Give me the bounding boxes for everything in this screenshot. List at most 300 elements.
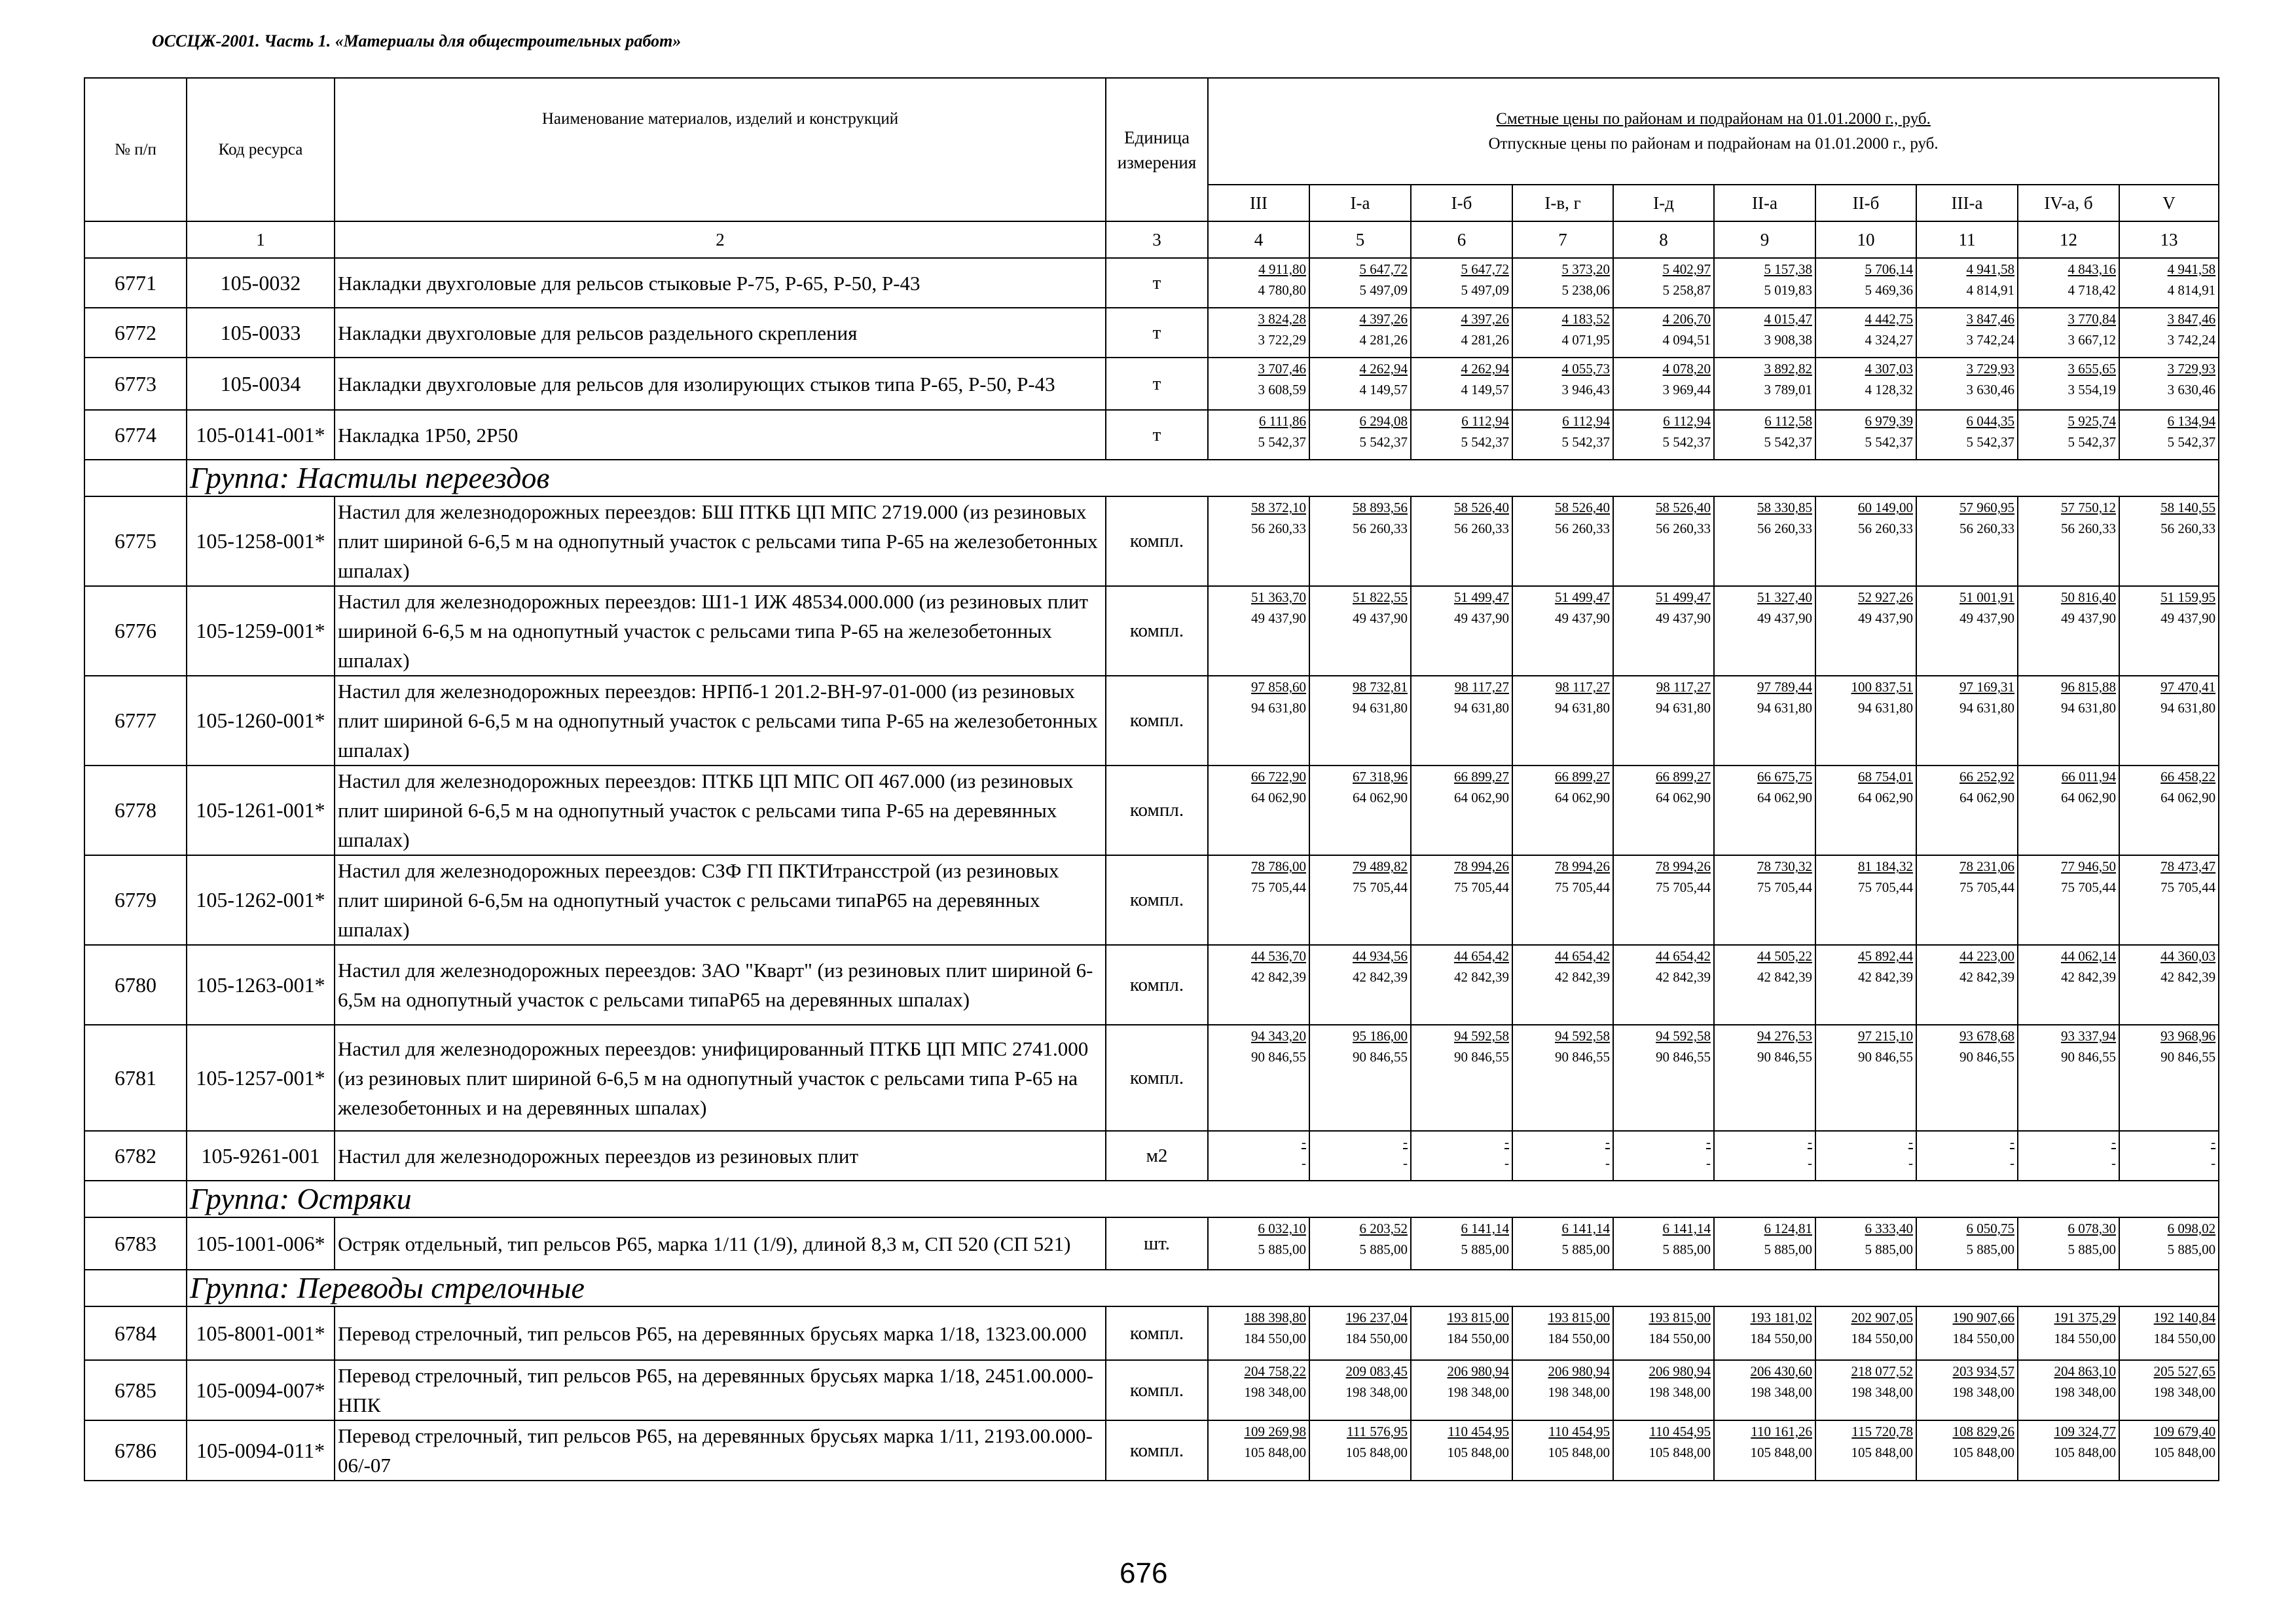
price-cell [2119,358,2219,410]
price-cell [1613,308,1714,358]
estimated-price: 6 112,58 [1764,413,1812,429]
estimated-price: - [2211,1134,2216,1150]
wholesale-price: 198 348,00 [1952,1384,2014,1400]
wholesale-price: 64 062,90 [1656,790,1711,805]
unit: компл. [1106,586,1208,676]
wholesale-price: 3 554,19 [2068,382,2116,397]
price-cell [1512,1025,1613,1131]
price-cell [1512,496,1613,586]
estimated-price: 4 843,16 [2068,261,2116,277]
wholesale-price: 64 062,90 [1959,790,2014,805]
estimated-price: 97 470,41 [2160,679,2216,695]
price-cell [1916,358,2018,410]
price-cell [1411,1025,1512,1131]
estimated-price: - [1302,1134,1306,1150]
estimated-price: 4 078,20 [1662,361,1711,377]
wholesale-price: 184 550,00 [1548,1331,1610,1346]
price-cell [1916,1306,2018,1360]
estimated-price: 4 911,80 [1258,261,1306,277]
price-cell [1411,1306,1512,1360]
price-cell [1512,1217,1613,1270]
wholesale-price: 4 094,51 [1662,332,1711,348]
estimated-price: 66 675,75 [1757,769,1812,784]
wholesale-price: 5 542,37 [1258,434,1306,450]
estimated-price: 5 373,20 [1561,261,1610,277]
price-cell [1411,496,1512,586]
wholesale-price: 42 842,39 [1757,969,1812,985]
price-cell [1916,766,2018,855]
price-cell [1714,1025,1815,1131]
price-cell [2018,410,2119,460]
estimated-price: 52 927,26 [1858,589,1913,605]
wholesale-price: 184 550,00 [1952,1331,2014,1346]
estimated-price: 204 863,10 [2054,1363,2116,1379]
wholesale-price: 90 846,55 [2061,1049,2116,1065]
estimated-price: 6 112,94 [1663,413,1711,429]
estimated-price: 66 252,92 [1959,769,2014,784]
estimated-price: 78 730,32 [1757,858,1812,874]
price-cell [1815,586,1916,676]
estimated-price: 6 112,94 [1461,413,1509,429]
price-cell [1916,410,2018,460]
price-cell [2119,1360,2219,1420]
price-cell [1411,308,1512,358]
price-cell [1309,945,1411,1025]
unit: компл. [1106,855,1208,945]
price-cell [1411,766,1512,855]
price-cell [2018,945,2119,1025]
material-name: Настил для железнодорожных переездов: ПТКБ ЦП МПС ОП 467.000 (из резиновых плит шириной 6-6,5 м на однопутный участок с рельсами типа Р-65 на деревянных шпалах) [335,766,1106,855]
wholesale-price: 184 550,00 [1447,1331,1509,1346]
estimated-price: 206 980,94 [1649,1363,1711,1379]
estimated-price: 6 134,94 [2167,413,2216,429]
price-cell [1714,308,1815,358]
wholesale-price: 4 814,91 [1966,282,2014,298]
wholesale-price: 75 705,44 [1555,879,1610,895]
wholesale-price: 105 848,00 [2153,1445,2216,1460]
estimated-price: 6 078,30 [2068,1221,2116,1236]
wholesale-price: 75 705,44 [2061,879,2116,895]
estimated-price: 205 527,65 [2153,1363,2216,1379]
price-cell [1309,1420,1411,1481]
estimated-price: - [1605,1134,1610,1150]
estimated-price: - [2010,1134,2014,1150]
price-cell [1613,258,1714,308]
column-index: 3 [1106,221,1208,258]
estimated-price: 58 526,40 [1454,500,1509,515]
price-cell [2018,496,2119,586]
price-cell [1815,258,1916,308]
estimated-price: 193 815,00 [1548,1310,1610,1325]
estimated-price: 51 822,55 [1353,589,1408,605]
wholesale-price: - [1706,1155,1711,1171]
column-index: 8 [1613,221,1714,258]
estimated-price: 44 505,22 [1757,948,1812,964]
price-cell [1512,945,1613,1025]
col-name-label: Наименование материалов, изделий и конструкций [541,110,899,128]
column-index: 2 [335,221,1106,258]
wholesale-price: 49 437,90 [1858,610,1913,626]
estimated-price: 6 141,14 [1662,1221,1711,1236]
wholesale-price: 64 062,90 [1858,790,1913,805]
unit: компл. [1106,496,1208,586]
estimated-price: 44 223,00 [1959,948,2014,964]
row-number: 6775 [84,496,187,586]
price-cell [1916,1131,2018,1181]
estimated-price: 218 077,52 [1851,1363,1913,1379]
prices-header-line2: Отпускные цены по районам и подрайонам на 01.01.2000 г., руб. [1488,134,1939,153]
document-header: ОССЦЖ-2001. Часть 1. «Материалы для общестроительных работ» [152,31,682,50]
estimated-price: 6 333,40 [1865,1221,1913,1236]
wholesale-price: 75 705,44 [2160,879,2216,895]
price-cell [1815,766,1916,855]
estimated-price: 206 980,94 [1548,1363,1610,1379]
material-name: Настил для железнодорожных переездов: СЗФ ГП ПКТИтрансстрой (из резиновых плит шириной 6-6,5м на однопутный участок с рельсами типаР65 на деревянных шпалах) [335,855,1106,945]
wholesale-price: 105 848,00 [1649,1445,1711,1460]
estimated-price: 5 402,97 [1662,261,1711,277]
price-cell [1714,1131,1815,1181]
estimated-price: 202 907,05 [1851,1310,1913,1325]
price-cell [2018,1360,2119,1420]
price-cell [1916,1217,2018,1270]
estimated-price: 98 117,27 [1656,679,1711,695]
price-cell [1512,1360,1613,1420]
table-row [84,1217,2219,1270]
price-cell [1815,1131,1916,1181]
price-cell [1714,766,1815,855]
region-header: I-а [1309,185,1411,221]
estimated-price: 94 592,58 [1656,1028,1711,1044]
column-index: 10 [1815,221,1916,258]
row-number: 6771 [84,258,187,308]
price-cell [1613,855,1714,945]
row-number: 6776 [84,586,187,676]
wholesale-price: 56 260,33 [1353,521,1408,536]
estimated-price: 78 786,00 [1251,858,1306,874]
price-cell [2119,855,2219,945]
estimated-price: 58 893,56 [1353,500,1408,515]
estimated-price: 110 161,26 [1751,1424,1812,1439]
estimated-price: 66 899,27 [1656,769,1711,784]
wholesale-price: 75 705,44 [1454,879,1509,895]
col-code-header: Код ресурса [187,78,335,221]
estimated-price: 4 183,52 [1561,311,1610,327]
wholesale-price: 5 885,00 [1966,1242,2014,1257]
wholesale-price: 94 631,80 [1959,700,2014,716]
wholesale-price: 94 631,80 [1656,700,1711,716]
unit: компл. [1106,945,1208,1025]
wholesale-price: 90 846,55 [2160,1049,2216,1065]
estimated-price: 6 098,02 [2167,1221,2216,1236]
estimated-price: 108 829,26 [1952,1424,2014,1439]
price-cell [1309,1131,1411,1181]
price-cell [1613,1131,1714,1181]
price-cell [1613,496,1714,586]
estimated-price: 4 941,58 [2167,261,2216,277]
estimated-price: 79 489,82 [1353,858,1408,874]
wholesale-price: 5 497,09 [1359,282,1408,298]
wholesale-price: - [1908,1155,1913,1171]
row-number: 6779 [84,855,187,945]
wholesale-price: 184 550,00 [1750,1331,1812,1346]
estimated-price: 93 968,96 [2160,1028,2216,1044]
wholesale-price: 198 348,00 [2054,1384,2116,1400]
wholesale-price: 105 848,00 [1952,1445,2014,1460]
price-cell [1613,1306,1714,1360]
wholesale-price: 5 469,36 [1865,282,1913,298]
table-row [84,1360,2219,1420]
estimated-price: - [2111,1134,2116,1150]
price-cell [1714,1360,1815,1420]
wholesale-price: 56 260,33 [1251,521,1306,536]
estimated-price: 115 720,78 [1851,1424,1913,1439]
row-number: 6773 [84,358,187,410]
region-header: III [1208,185,1309,221]
wholesale-price: 105 848,00 [1750,1445,1812,1460]
estimated-price: 60 149,00 [1858,500,1913,515]
table-row [84,1306,2219,1360]
estimated-price: 51 499,47 [1555,589,1610,605]
estimated-price: 96 815,88 [2061,679,2116,695]
wholesale-price: 5 885,00 [1561,1242,1610,1257]
column-index: 12 [2018,221,2119,258]
price-cell [1815,676,1916,766]
wholesale-price: 56 260,33 [1959,521,2014,536]
price-cell [2018,1131,2119,1181]
price-cell [1714,410,1815,460]
table-row [84,766,2219,855]
price-cell [1916,855,2018,945]
price-cell [1613,1025,1714,1131]
estimated-price: 98 732,81 [1353,679,1408,695]
page-number: 676 [1120,1557,1168,1589]
price-cell [1309,855,1411,945]
estimated-price: 193 181,02 [1750,1310,1812,1325]
price-cell [1411,586,1512,676]
material-name: Настил для железнодорожных переездов: Ш1-1 ИЖ 48534.000.000 (из резиновых плит шириной 6-6,5 м на однопутный участок с рельсами типа Р-65 на железобетонных шпалах) [335,586,1106,676]
estimated-price: 3 729,93 [2167,361,2216,377]
estimated-price: 66 458,22 [2160,769,2216,784]
estimated-price: 6 050,75 [1966,1221,2014,1236]
price-cell [2018,1420,2119,1481]
price-cell [1613,358,1714,410]
estimated-price: 97 169,31 [1959,679,2014,695]
estimated-price: 6 032,10 [1258,1221,1306,1236]
wholesale-price: 94 631,80 [1454,700,1509,716]
wholesale-price: 4 281,26 [1461,332,1509,348]
estimated-price: 66 011,94 [2061,769,2116,784]
estimated-price: 3 770,84 [2068,311,2116,327]
wholesale-price: 49 437,90 [1353,610,1408,626]
wholesale-price: 3 630,46 [2167,382,2216,397]
price-cell [2018,586,2119,676]
wholesale-price: - [2010,1155,2014,1171]
wholesale-price: 42 842,39 [1251,969,1306,985]
resource-code: 105-0032 [187,258,335,308]
wholesale-price: 5 019,83 [1764,282,1812,298]
resource-code: 105-0033 [187,308,335,358]
price-cell [1714,945,1815,1025]
price-cell [1815,1306,1916,1360]
price-cell [1815,410,1916,460]
wholesale-price: 90 846,55 [1454,1049,1509,1065]
price-cell [1208,1306,1309,1360]
estimated-price: 109 324,77 [2054,1424,2116,1439]
wholesale-price: 4 128,32 [1865,382,1913,397]
table-row [84,308,2219,358]
group-row-spacer [84,460,187,496]
column-index: 5 [1309,221,1411,258]
estimated-price: 192 140,84 [2153,1310,2216,1325]
estimated-price: 51 159,95 [2160,589,2216,605]
wholesale-price: 5 238,06 [1561,282,1610,298]
wholesale-price: 184 550,00 [1345,1331,1408,1346]
wholesale-price: 56 260,33 [1858,521,1913,536]
wholesale-price: 5 885,00 [1764,1242,1812,1257]
wholesale-price: - [1302,1155,1306,1171]
resource-code: 105-1259-001* [187,586,335,676]
price-cell [2119,410,2219,460]
price-cell [1309,586,1411,676]
wholesale-price: 49 437,90 [2061,610,2116,626]
resource-code: 105-0141-001* [187,410,335,460]
estimated-price: 3 847,46 [1966,311,2014,327]
estimated-price: 97 215,10 [1858,1028,1913,1044]
group-row [84,1270,2219,1306]
price-cell [1714,1420,1815,1481]
price-cell [2119,676,2219,766]
price-cell [2018,258,2119,308]
price-cell [2119,496,2219,586]
wholesale-price: 3 789,01 [1764,382,1812,397]
row-number: 6772 [84,308,187,358]
price-cell [1512,258,1613,308]
wholesale-price: 90 846,55 [1656,1049,1711,1065]
wholesale-price: 5 885,00 [1662,1242,1711,1257]
wholesale-price: 49 437,90 [1454,610,1509,626]
price-cell [1613,410,1714,460]
material-name: Накладка 1Р50, 2Р50 [335,410,1106,460]
wholesale-price: 94 631,80 [2160,700,2216,716]
wholesale-price: 5 542,37 [1966,434,2014,450]
price-cell [1309,766,1411,855]
price-cell [1512,410,1613,460]
wholesale-price: 90 846,55 [1757,1049,1812,1065]
wholesale-price: 90 846,55 [1858,1049,1913,1065]
wholesale-price: 3 742,24 [1966,332,2014,348]
estimated-price: 45 892,44 [1858,948,1913,964]
estimated-price: 57 960,95 [1959,500,2014,515]
material-name: Перевод стрелочный, тип рельсов Р65, на деревянных брусьях марка 1/11, 2193.00.000-06/-07 [335,1420,1106,1481]
wholesale-price: 42 842,39 [1555,969,1610,985]
estimated-price: 66 722,90 [1251,769,1306,784]
price-cell [1714,258,1815,308]
price-cell [1512,676,1613,766]
wholesale-price: 56 260,33 [1555,521,1610,536]
wholesale-price: 42 842,39 [2061,969,2116,985]
price-cell [2018,766,2119,855]
estimated-price: 78 994,26 [1454,858,1509,874]
wholesale-price: 5 885,00 [2068,1242,2116,1257]
price-cell [1512,308,1613,358]
unit: компл. [1106,1306,1208,1360]
estimated-price: 78 231,06 [1959,858,2014,874]
price-cell [1916,258,2018,308]
resource-code: 105-1263-001* [187,945,335,1025]
price-cell [1309,496,1411,586]
wholesale-price: 105 848,00 [1447,1445,1509,1460]
price-cell [1916,1025,2018,1131]
estimated-price: 109 269,98 [1244,1424,1306,1439]
wholesale-price: 5 258,87 [1662,282,1711,298]
resource-code: 105-0034 [187,358,335,410]
estimated-price: 58 526,40 [1555,500,1610,515]
estimated-price: 4 397,26 [1461,311,1509,327]
estimated-price: - [1504,1134,1509,1150]
estimated-price: - [1403,1134,1408,1150]
price-cell [1613,766,1714,855]
price-cell [1916,1420,2018,1481]
price-cell [1309,258,1411,308]
price-cell [1815,308,1916,358]
wholesale-price: 4 149,57 [1359,382,1408,397]
price-cell [1309,1306,1411,1360]
wholesale-price: 5 885,00 [1258,1242,1306,1257]
price-cell [1208,410,1309,460]
price-cell [1815,945,1916,1025]
wholesale-price: 94 631,80 [1251,700,1306,716]
price-cell [1309,1360,1411,1420]
material-name: Накладки двухголовые для рельсов раздельного скрепления [335,308,1106,358]
col-unit-header: Единица измерения [1106,78,1208,221]
wholesale-price: 3 908,38 [1764,332,1812,348]
estimated-price: 110 454,95 [1448,1424,1509,1439]
col-num-header: № п/п [84,78,187,221]
estimated-price: - [1706,1134,1711,1150]
wholesale-price: 3 630,46 [1966,382,2014,397]
wholesale-price: 64 062,90 [1454,790,1509,805]
wholesale-price: 94 631,80 [1858,700,1913,716]
wholesale-price: 49 437,90 [1555,610,1610,626]
estimated-price: 58 330,85 [1757,500,1812,515]
wholesale-price: 64 062,90 [2160,790,2216,805]
price-cell [2018,676,2119,766]
material-name: Настил для железнодорожных переездов: ЗАО "Кварт" (из резиновых плит шириной 6-6,5м на однопутный участок с рельсами типаР65 на деревянных шпалах) [335,945,1106,1025]
unit: компл. [1106,766,1208,855]
estimated-price: 44 654,42 [1656,948,1711,964]
estimated-price: 6 111,86 [1259,413,1306,429]
wholesale-price: 56 260,33 [1757,521,1812,536]
region-header: III-а [1916,185,2018,221]
price-cell [1208,1025,1309,1131]
price-cell [1208,1217,1309,1270]
estimated-price: 6 112,94 [1562,413,1610,429]
column-index: 1 [187,221,335,258]
wholesale-price: 105 848,00 [1345,1445,1408,1460]
estimated-price: 4 307,03 [1865,361,1913,377]
wholesale-price: 94 631,80 [1555,700,1610,716]
estimated-price: 94 276,53 [1757,1028,1812,1044]
row-number: 6778 [84,766,187,855]
wholesale-price: 5 542,37 [1561,434,1610,450]
wholesale-price: 75 705,44 [1353,879,1408,895]
estimated-price: 44 654,42 [1555,948,1610,964]
wholesale-price: 184 550,00 [1244,1331,1306,1346]
price-cell [2018,1217,2119,1270]
estimated-price: 51 499,47 [1656,589,1711,605]
estimated-price: 78 473,47 [2160,858,2216,874]
column-index-empty [84,221,187,258]
